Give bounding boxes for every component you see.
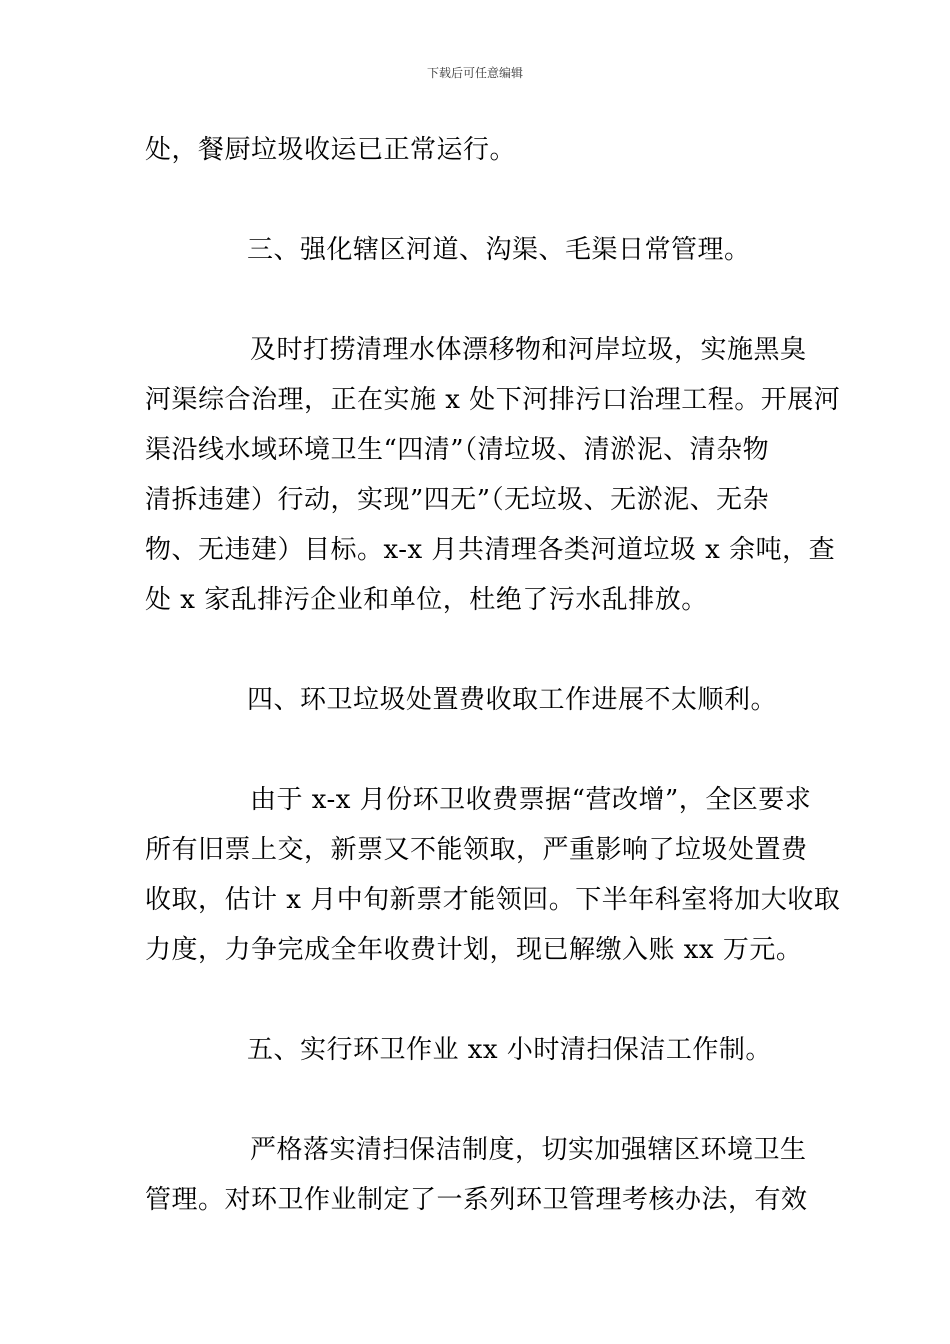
paragraph-line: 严格落实清扫保洁制度，切实加强辖区环境卫生 [250, 1135, 807, 1165]
paragraph-line: 收取，估计 x 月中旬新票才能领回。下半年科室将加大收取 [145, 885, 841, 915]
paragraph-line: 渠沿线水域环境卫生“四清”（清垃圾、清淤泥、清杂物 [145, 435, 770, 465]
paragraph-line: 力度，力争完成全年收费计划，现已解缴入账 xx 万元。 [145, 935, 803, 965]
paragraph-line: 处，餐厨垃圾收运已正常运行。 [145, 135, 517, 165]
paragraph-line: 清拆违建）行动，实现”四无”（无垃圾、无淤泥、无杂 [145, 485, 770, 515]
header-note: 下载后可任意编辑 [426, 66, 523, 80]
section-heading-5: 五、实行环卫作业 xx 小时清扫保洁工作制。 [247, 1035, 772, 1065]
paragraph-line: 处 x 家乱排污企业和单位，杜绝了污水乱排放。 [145, 585, 708, 615]
paragraph-line: 由于 x-x 月份环卫收费票据“营改增”，全区要求 [250, 785, 812, 815]
paragraph-line: 管理。对环卫作业制定了一系列环卫管理考核办法，有效 [145, 1185, 808, 1215]
paragraph-line: 及时打捞清理水体漂移物和河岸垃圾，实施黑臭 [250, 335, 807, 365]
paragraph-line: 所有旧票上交，新票又不能领取，严重影响了垃圾处置费 [145, 835, 808, 865]
section-heading-4: 四、环卫垃圾处置费收取工作进展不太顺利。 [247, 685, 778, 715]
paragraph-line: 物、无违建）目标。x-x 月共清理各类河道垃圾 x 余吨，查 [145, 535, 836, 565]
paragraph-line: 河渠综合治理，正在实施 x 处下河排污口治理工程。开展河 [145, 385, 841, 415]
section-heading-3: 三、强化辖区河道、沟渠、毛渠日常管理。 [247, 235, 751, 265]
